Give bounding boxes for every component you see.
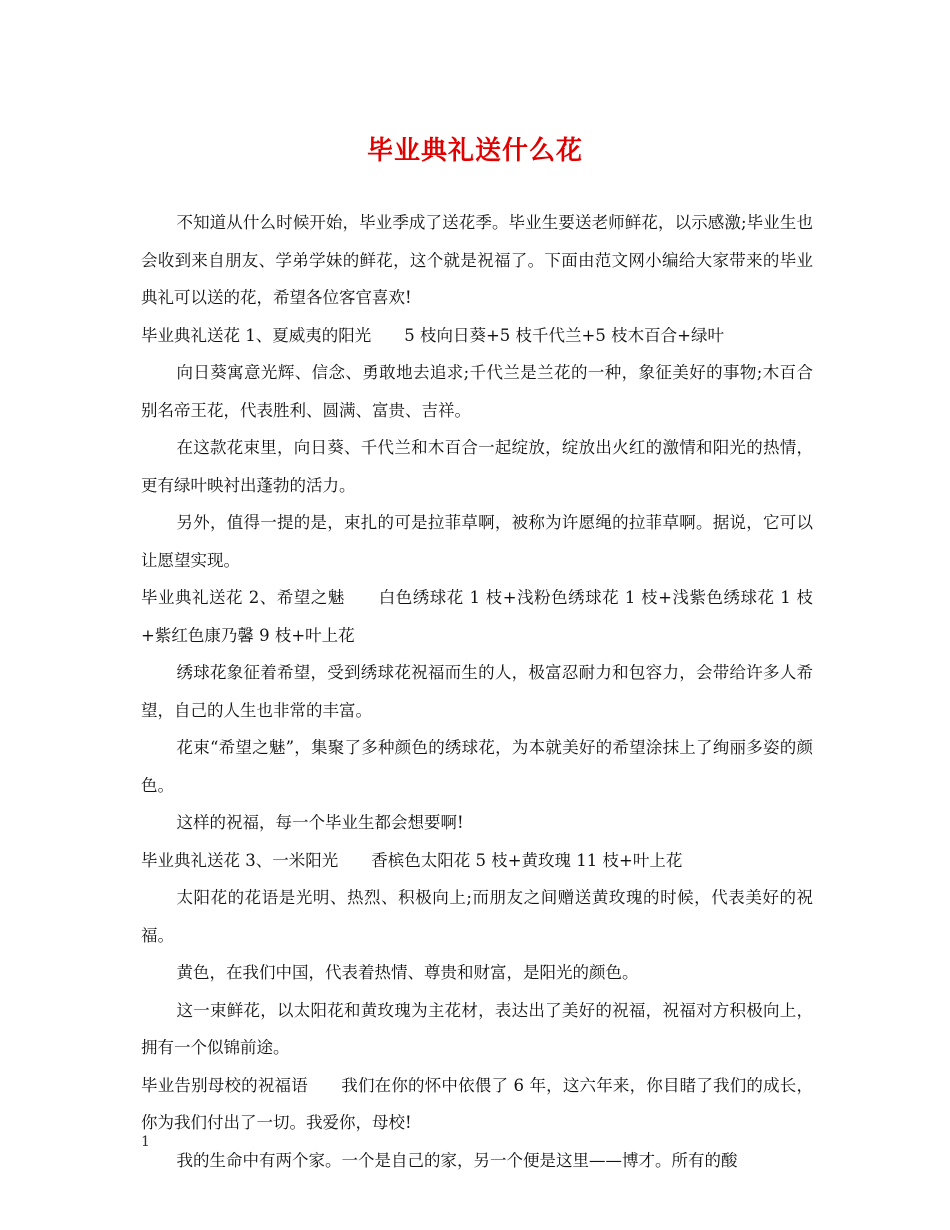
paragraph: 太阳花的花语是光明、热烈、积极向上;而朋友之间赠送黄玫瑰的时候，代表美好的祝福。 [141, 888, 813, 945]
paragraph: 这样的祝福，每一个毕业生都会想要啊! [176, 813, 464, 832]
section-heading-flower-2: 毕业典礼送花 2、希望之魅 白色绣球花 1 枝+浅粉色绣球花 1 枝+浅紫色绣球花 1 枝+紫红色康乃馨 9 枝+叶上花 [141, 588, 813, 645]
page-number: 1 [141, 1134, 150, 1150]
document-body [141, 204, 813, 1179]
paragraph: 这一束鲜花，以太阳花和黄玫瑰为主花材，表达出了美好的祝福，祝福对方积极向上，拥有一个似锦前途。 [141, 1000, 813, 1057]
paragraph: 向日葵寓意光辉、信念、勇敢地去追求;千代兰是兰花的一种，象征美好的事物;木百合别名帝王花，代表胜利、圆满、富贵、吉祥。 [141, 363, 813, 420]
paragraph: 黄色，在我们中国，代表着热情、尊贵和财富，是阳光的颜色。 [176, 963, 639, 982]
document-title: 毕业典礼送什么花 [366, 136, 583, 166]
section-heading-flower-3: 毕业典礼送花 3、一米阳光 香槟色太阳花 5 枝+黄玫瑰 11 枝+叶上花 [141, 850, 683, 870]
paragraph: 我的生命中有两个家。一个是自己的家，另一个便是这里——博才。所有的酸 [176, 1150, 738, 1170]
paragraph: 另外，值得一提的是，束扎的可是拉菲草啊，被称为许愿绳的拉菲草啊。据说，它可以让愿望实现。 [141, 513, 813, 570]
section-heading-farewell: 毕业告别母校的祝福语 我们在你的怀中依偎了 6 年，这六年来，你目睹了我们的成长，你为我们付出了一切。我爱你，母校! [141, 1075, 813, 1132]
paragraph-intro: 不知道从什么时候开始，毕业季成了送花季。毕业生要送老师鲜花，以示感激;毕业生也会收到来自朋友、学弟学妹的鲜花，这个就是祝福了。下面由范文网小编给大家带来的毕业典礼可以送的花，希望各位客官喜欢! [141, 213, 813, 307]
paragraph: 绣球花象征着希望，受到绣球花祝福而生的人，极富忍耐力和包容力，会带给许多人希望，自己的人生也非常的丰富。 [141, 663, 813, 720]
paragraph: 花束“希望之魅”，集聚了多种颜色的绣球花，为本就美好的希望涂抹上了绚丽多姿的颜色。 [141, 738, 813, 795]
paragraph: 在这款花束里，向日葵、千代兰和木百合一起绽放，绽放出火红的激情和阳光的热情，更有绿叶映衬出蓬勃的活力。 [141, 438, 813, 495]
section-heading-flower-1: 毕业典礼送花 1、夏威夷的阳光 5 枝向日葵+5 枝千代兰+5 枝木百合+绿叶 [141, 325, 724, 345]
